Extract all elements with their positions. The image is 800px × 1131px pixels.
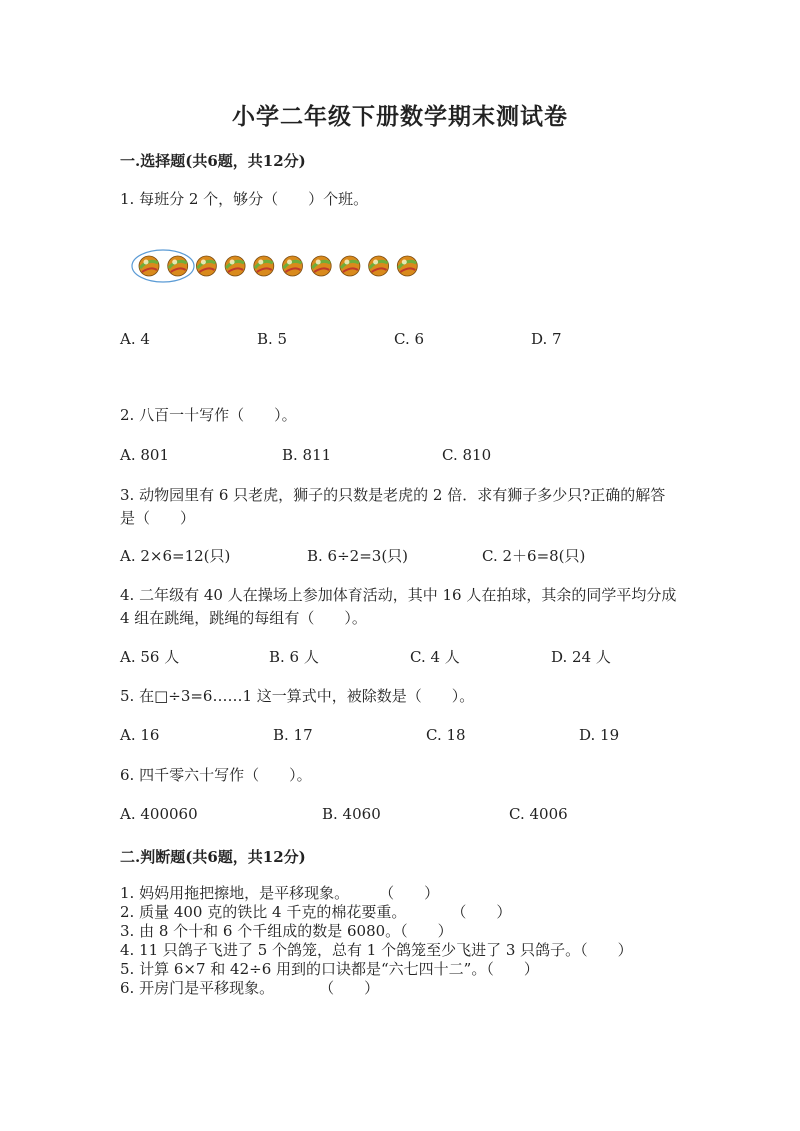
option-c[interactable]: C. 810: [442, 446, 492, 464]
ball-icon: [139, 256, 159, 276]
question-4: 4. 二年级有 40 人在操场上参加体育活动，其中 16 人在拍球，其余的同学平均分成 4 组在跳绳，跳绳的每组有（ ）。: [120, 586, 677, 627]
judgment-item-3: 3. 由 8 个十和 6 个千组成的数是 6080。（ ）: [120, 922, 453, 940]
section-heading-choice: 一.选择题(共6题，共12分): [120, 152, 306, 170]
judgment-item-6: 6. 开房门是平移现象。 （ ）: [120, 979, 380, 997]
option-a[interactable]: A. 16: [120, 726, 160, 744]
judgment-item-2: 2. 质量 400 克的铁比 4 千克的棉花要重。 （ ）: [120, 903, 512, 921]
section-heading-judgment: 二.判断题(共6题，共12分): [120, 848, 306, 866]
option-b[interactable]: B. 6 人: [269, 648, 319, 666]
option-b[interactable]: B. 17: [273, 726, 313, 744]
option-c[interactable]: C. 4006: [509, 805, 568, 823]
balls-illustration: [130, 248, 430, 288]
option-a[interactable]: A. 2×6=12(只): [120, 547, 231, 565]
option-d[interactable]: D. 19: [579, 726, 620, 744]
ball-icon: [340, 256, 360, 276]
page-title: 小学二年级下册数学期末测试卷: [232, 103, 568, 130]
option-a[interactable]: A. 56 人: [120, 648, 180, 666]
option-a[interactable]: A. 801: [120, 446, 169, 464]
question-5: 5. 在□÷3=6……1 这一算式中，被除数是（ ）。: [120, 687, 475, 705]
question-6-options: [120, 805, 720, 827]
ball-icon: [168, 256, 188, 276]
ball-icon: [254, 256, 274, 276]
ball-icon: [196, 256, 216, 276]
judgment-item-1: 1. 妈妈用拖把擦地，是平移现象。 （ ）: [120, 884, 440, 902]
question-4-options: [120, 646, 720, 668]
option-a[interactable]: A. 4: [120, 330, 150, 348]
ball-icon: [369, 256, 389, 276]
question-1-options: [120, 330, 720, 352]
question-6: 6. 四千零六十写作（ ）。: [120, 766, 312, 784]
option-b[interactable]: B. 6÷2=3(只): [307, 547, 409, 565]
option-d[interactable]: D. 7: [531, 330, 562, 348]
option-c[interactable]: C. 6: [394, 330, 425, 348]
ball-icon: [283, 256, 303, 276]
option-c[interactable]: C. 2＋6=8(只): [482, 547, 586, 565]
judgment-list: [120, 884, 633, 998]
ball-icon: [397, 256, 417, 276]
question-2-options: [120, 446, 720, 468]
option-a[interactable]: A. 400060: [120, 805, 198, 823]
question-3-options: [120, 545, 720, 567]
judgment-item-4: 4. 11 只鸽子飞进了 5 个鸽笼，总有 1 个鸽笼至少飞进了 3 只鸽子。（ ）: [120, 941, 633, 959]
question-2: 2. 八百一十写作（ ）。: [120, 406, 297, 424]
ball-icon: [225, 256, 245, 276]
option-b[interactable]: B. 811: [282, 446, 332, 464]
question-5-options: [120, 726, 720, 748]
question-3: 3. 动物园里有 6 只老虎，狮子的只数是老虎的 2 倍．求有狮子多少只?正确的解答是（ ）: [120, 486, 666, 527]
question-1: 1. 每班分 2 个，够分（ ）个班。: [120, 190, 369, 208]
judgment-item-5: 5. 计算 6×7 和 42÷6 用到的口诀都是“六七四十二”。（ ）: [120, 960, 539, 978]
option-c[interactable]: C. 18: [426, 726, 466, 744]
option-b[interactable]: B. 4060: [322, 805, 381, 823]
option-b[interactable]: B. 5: [257, 330, 288, 348]
option-c[interactable]: C. 4 人: [410, 648, 460, 666]
option-d[interactable]: D. 24 人: [551, 648, 611, 666]
ball-icon: [311, 256, 331, 276]
